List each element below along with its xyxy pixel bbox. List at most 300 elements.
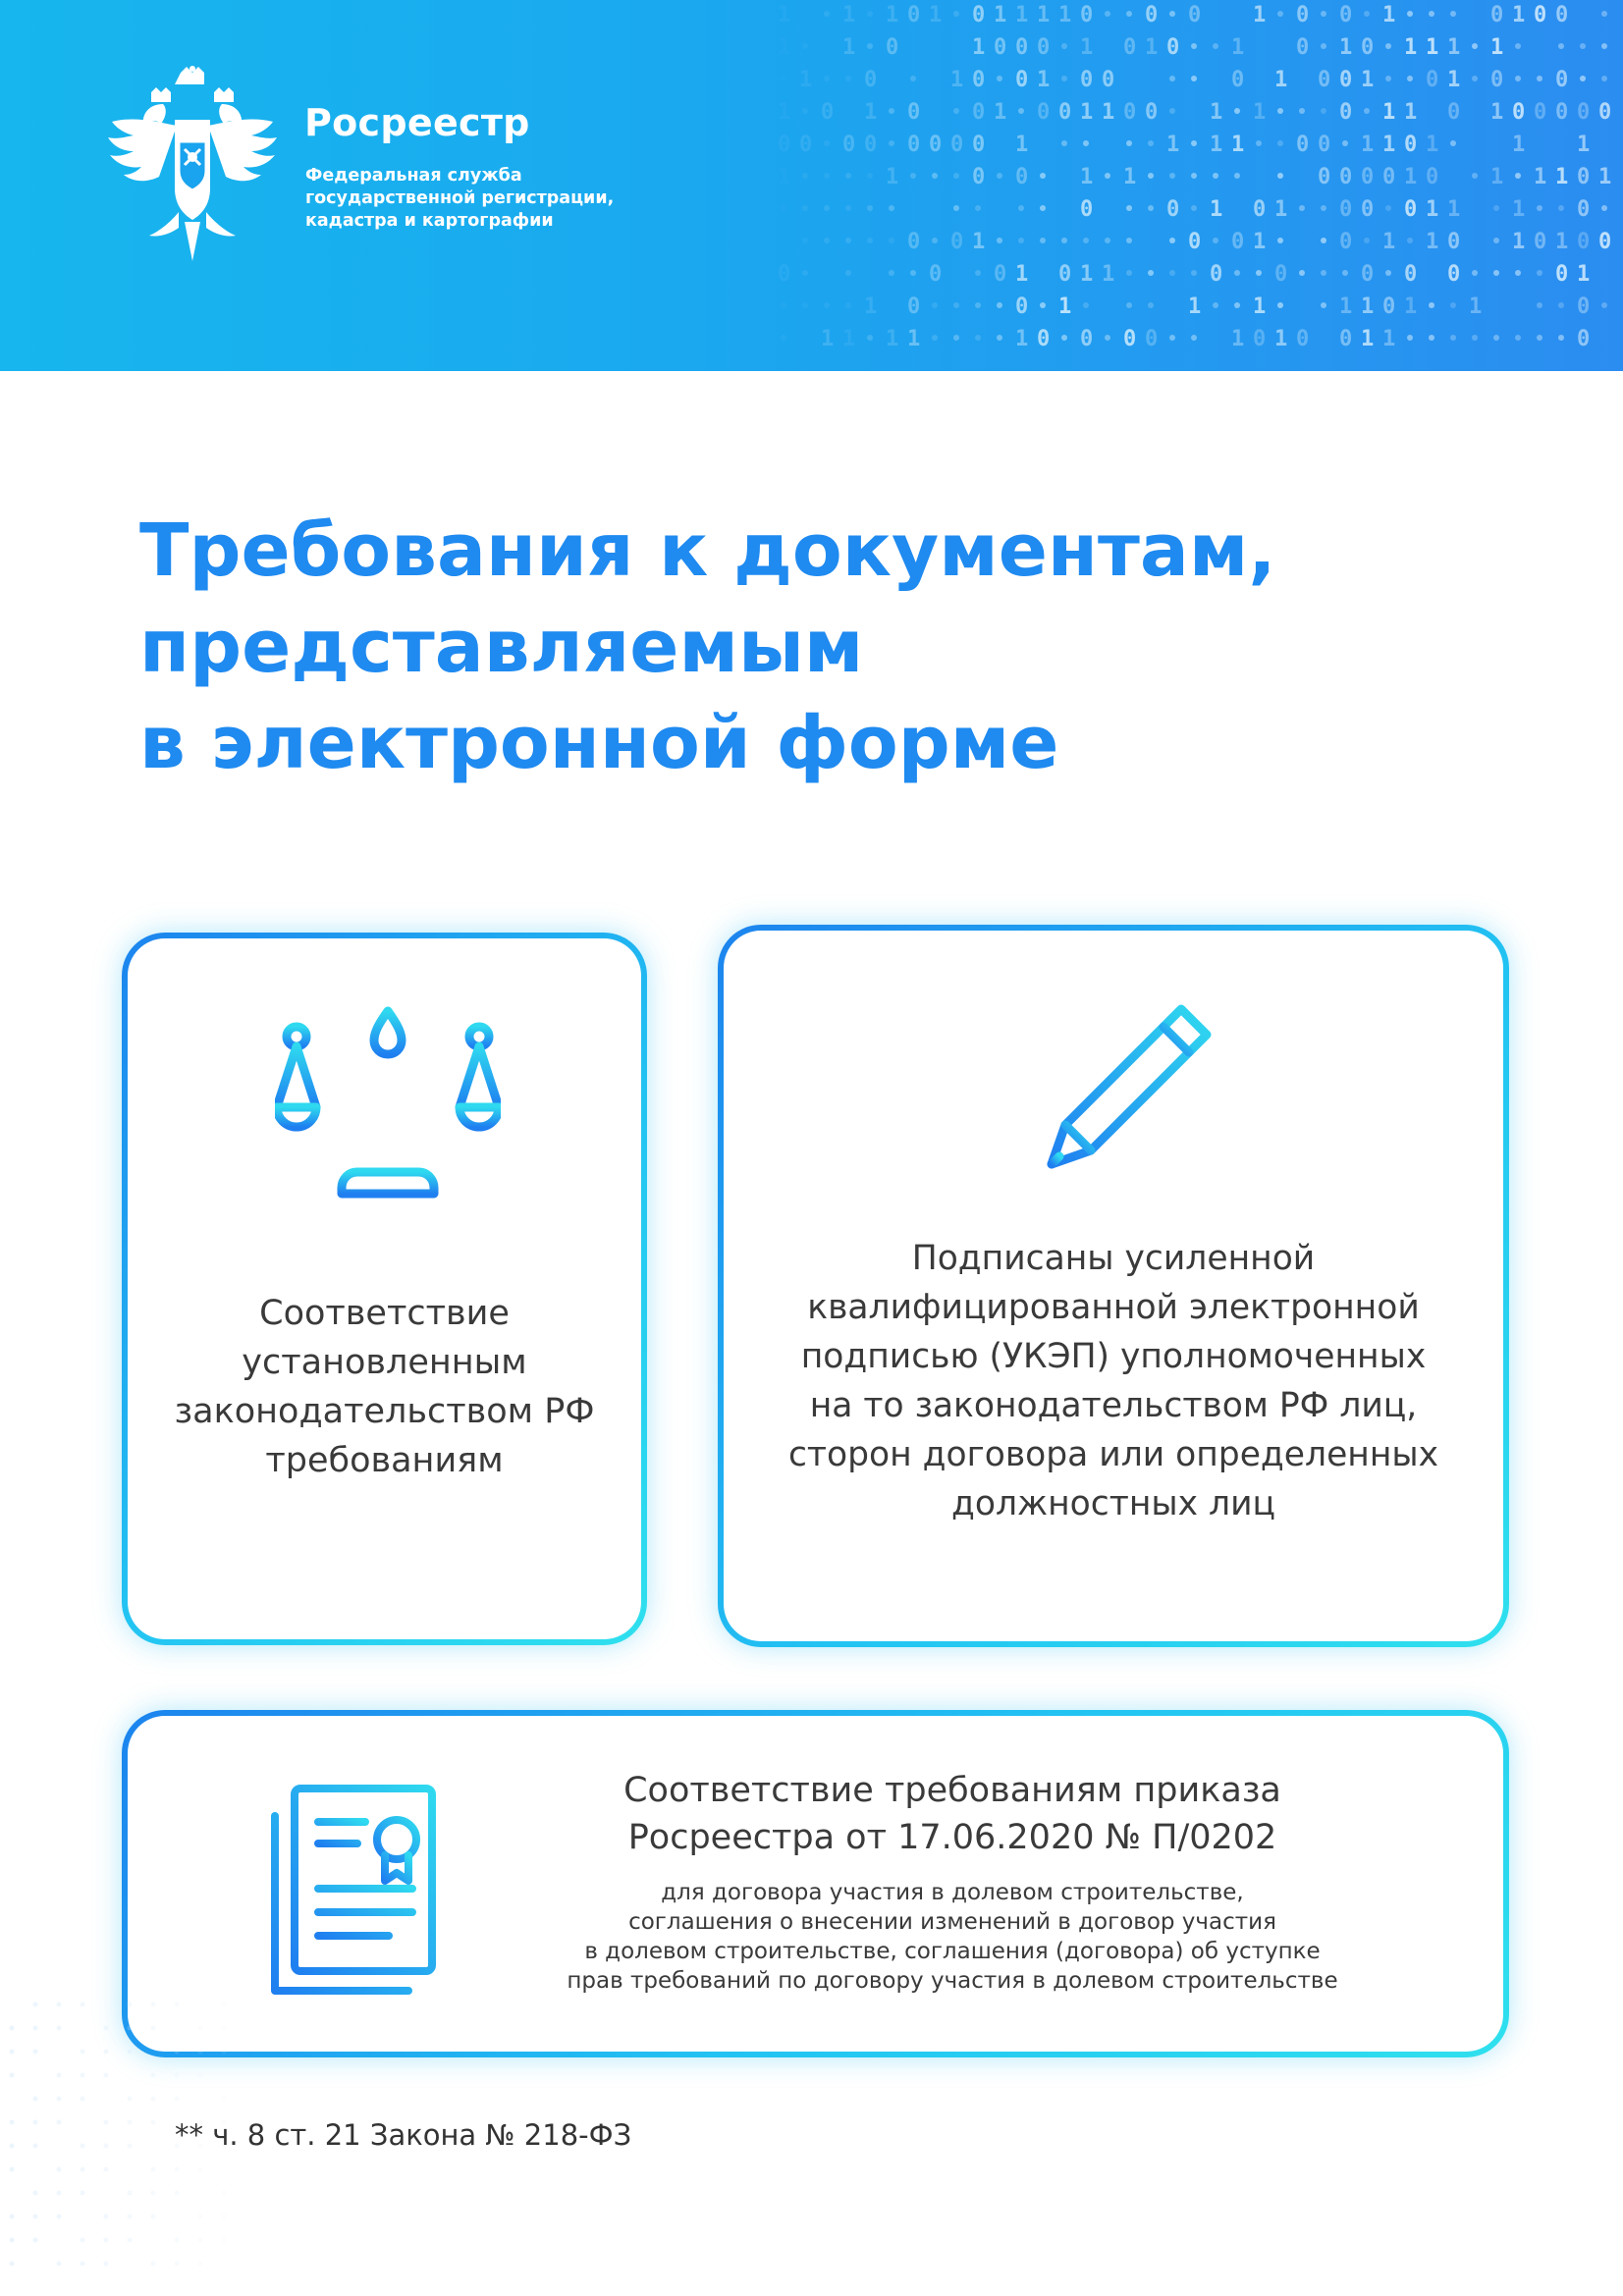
binary-digit — [778, 3, 790, 27]
binary-digit: 1 — [1037, 3, 1051, 27]
binary-dot — [867, 238, 873, 243]
binary-digit: 0 — [1166, 35, 1180, 60]
binary-digit: 1 — [842, 3, 856, 27]
binary-digit: 1 — [1231, 35, 1245, 60]
decor-dot — [33, 2191, 38, 2196]
binary-digit: 0 — [821, 100, 835, 125]
binary-dot — [1450, 11, 1456, 17]
binary-digit: 0 — [1426, 165, 1439, 189]
binary-digit: 0 — [907, 294, 921, 319]
binary-digit: 1 — [1426, 35, 1439, 60]
binary-digit — [778, 35, 790, 60]
binary-dot — [1256, 270, 1262, 276]
binary-digit: 1 — [799, 68, 813, 92]
decor-dot — [128, 2097, 133, 2102]
binary-digit: 0 — [1296, 35, 1310, 60]
decor-dot — [33, 2120, 38, 2125]
decor-dot — [81, 2191, 85, 2196]
decor-dot — [175, 2167, 180, 2172]
binary-dot — [824, 173, 830, 179]
binary-dot — [975, 335, 981, 341]
binary-digit: 1 — [864, 294, 878, 319]
decor-dot — [33, 2002, 38, 2007]
org-name: Росреестр — [304, 101, 530, 144]
binary-digit: 0 — [1080, 197, 1094, 222]
binary-dot — [781, 76, 786, 81]
decor-dot — [175, 2002, 180, 2007]
binary-dot — [1234, 173, 1240, 179]
binary-digit: 0 — [1318, 133, 1331, 157]
binary-dot — [1148, 173, 1154, 179]
binary-digit: 1 — [1080, 165, 1094, 189]
binary-digit: 1 — [1404, 294, 1418, 319]
binary-digit: 1 — [886, 327, 899, 351]
binary-digit: 0 — [1015, 294, 1029, 319]
binary-dot — [1493, 205, 1499, 211]
binary-dot — [1191, 140, 1197, 146]
binary-digit: 0 — [1166, 197, 1180, 222]
decor-dot — [128, 2215, 133, 2219]
binary-dot — [1040, 302, 1046, 308]
binary-dot — [802, 108, 808, 114]
binary-digit: 1 — [1512, 197, 1526, 222]
binary-dot — [802, 302, 808, 308]
binary-dot — [1321, 238, 1326, 243]
binary-dot — [1407, 11, 1413, 17]
title-line: представляемым — [139, 605, 864, 689]
binary-digit: 1 — [1015, 327, 1029, 351]
binary-dot — [1385, 205, 1391, 211]
binary-dot — [932, 238, 938, 243]
binary-dot — [1277, 108, 1283, 114]
heading-line: Соответствие требованиям приказа — [623, 1771, 1281, 1810]
binary-digit: 1 — [1382, 327, 1396, 351]
card-body — [128, 1716, 1503, 2052]
binary-digit: 0 — [1404, 262, 1418, 287]
binary-digit: 1 — [1080, 100, 1094, 125]
binary-digit: 0 — [907, 230, 921, 254]
binary-dot — [867, 11, 873, 17]
binary-digit: 1 — [1382, 230, 1396, 254]
binary-dot — [1537, 76, 1542, 81]
binary-dot — [1126, 302, 1132, 308]
binary-digit: 0 — [1080, 327, 1094, 351]
decor-dot — [128, 2144, 133, 2149]
binary-dot — [932, 335, 938, 341]
binary-dot — [1407, 76, 1413, 81]
binary-dot — [1537, 335, 1542, 341]
binary-digit: 0 — [1404, 133, 1418, 157]
decor-dot — [128, 2191, 133, 2196]
binary-dot — [1450, 335, 1456, 341]
binary-digit: 0 — [950, 230, 964, 254]
binary-digit: 1 — [1123, 165, 1137, 189]
decor-dot — [198, 2050, 203, 2055]
binary-digit: 0 — [1555, 262, 1569, 287]
binary-dot — [1191, 205, 1197, 211]
binary-dot — [975, 270, 981, 276]
decor-dot — [33, 2215, 38, 2219]
binary-digit: 1 — [1274, 197, 1288, 222]
binary-dot — [1061, 140, 1067, 146]
binary-digit: 1 — [1361, 68, 1375, 92]
decor-dot — [175, 2073, 180, 2078]
binary-dot — [975, 205, 981, 211]
binary-digit: 0 — [972, 3, 986, 27]
decor-dot — [10, 2026, 15, 2031]
binary-digit: 0 — [1123, 100, 1137, 125]
binary-dot — [1148, 205, 1154, 211]
binary-dot — [1040, 173, 1046, 179]
binary-dot — [1558, 43, 1564, 49]
decor-dot — [198, 2238, 203, 2243]
binary-dot — [781, 205, 786, 211]
binary-digit: 0 — [1080, 68, 1094, 92]
binary-dot — [1558, 335, 1564, 341]
decor-dot — [10, 2215, 15, 2219]
decor-dot — [81, 2097, 85, 2102]
binary-dot — [1472, 270, 1478, 276]
binary-digit: 0 — [1037, 100, 1051, 125]
binary-dot — [1126, 270, 1132, 276]
binary-dot — [1018, 108, 1024, 114]
binary-dot — [953, 173, 959, 179]
binary-digit: 0 — [1447, 262, 1461, 287]
binary-dot — [1450, 302, 1456, 308]
decor-dot — [198, 2262, 203, 2267]
binary-dot — [1342, 270, 1348, 276]
binary-dot — [1493, 335, 1499, 341]
binary-dot — [1191, 270, 1197, 276]
decor-dot — [104, 2238, 109, 2243]
binary-digit: 1 — [842, 327, 856, 351]
decor-dot — [128, 2026, 133, 2031]
binary-digit: 1 — [1426, 133, 1439, 157]
binary-digit: 1 — [886, 3, 899, 27]
binary-dot — [997, 302, 1002, 308]
binary-dot — [1126, 205, 1132, 211]
requirement-card-order — [122, 1710, 1509, 2057]
decor-dot — [81, 2073, 85, 2078]
binary-dot — [1126, 11, 1132, 17]
decor-dot — [175, 2050, 180, 2055]
binary-dot — [932, 302, 938, 308]
decor-dot — [198, 2167, 203, 2172]
binary-digit: 0 — [1339, 100, 1353, 125]
binary-dot — [1083, 238, 1089, 243]
binary-digit: 0 — [1555, 68, 1569, 92]
binary-digit: 1 — [1253, 230, 1267, 254]
binary-digit: 0 — [1145, 327, 1159, 351]
binary-digit: 0 — [1339, 165, 1353, 189]
binary-digit: 0 — [778, 133, 791, 157]
binary-dot — [889, 238, 894, 243]
binary-digit: 0 — [1577, 327, 1591, 351]
decor-dot — [33, 2026, 38, 2031]
binary-digit: 0 — [907, 3, 921, 27]
order-requirement-detail — [481, 1878, 1424, 1996]
binary-digit: 0 — [1447, 230, 1461, 254]
binary-digit: 0 — [1490, 68, 1504, 92]
card-text-line: установленным — [242, 1343, 527, 1382]
binary-dot — [997, 173, 1002, 179]
binary-dot — [1105, 335, 1110, 341]
binary-digit: 0 — [1318, 68, 1331, 92]
binary-digit: 0 — [1318, 165, 1331, 189]
card-body — [128, 938, 641, 1639]
detail-line: соглашения о внесении изменений в договор участия — [628, 1909, 1276, 1935]
binary-digit: 1 — [1015, 133, 1029, 157]
binary-digit: 1 — [1188, 294, 1202, 319]
binary-dot — [1472, 76, 1478, 81]
card-text-line: на то законодательством РФ лиц, — [809, 1386, 1418, 1425]
binary-digit: 1 — [1577, 133, 1591, 157]
page-title — [139, 503, 1318, 791]
binary-digit: 0 — [1145, 100, 1159, 125]
header-banner — [0, 0, 1623, 371]
org-subtitle-line: государственной регистрации, — [305, 188, 615, 208]
binary-digit: 0 — [1210, 262, 1223, 287]
binary-digit: 0 — [1123, 35, 1137, 60]
binary-dot — [1234, 302, 1240, 308]
binary-dot — [1105, 11, 1110, 17]
binary-digit: 1 — [1037, 68, 1051, 92]
binary-digit: 0 — [972, 133, 986, 157]
binary-dot — [824, 302, 830, 308]
binary-digit: 1 — [842, 35, 856, 60]
binary-dot — [1191, 335, 1197, 341]
binary-digit: 1 — [1274, 68, 1288, 92]
binary-dot — [1493, 270, 1499, 276]
binary-dot — [1169, 108, 1175, 114]
binary-dot — [1234, 270, 1240, 276]
binary-dot — [1040, 238, 1046, 243]
binary-digit: 1 — [1555, 165, 1569, 189]
decor-dot — [198, 2215, 203, 2219]
binary-dot — [867, 173, 873, 179]
binary-digit: 1 — [1404, 165, 1418, 189]
binary-dot — [1277, 140, 1283, 146]
binary-dot — [1299, 270, 1305, 276]
decor-dot — [33, 2050, 38, 2055]
decor-dot — [128, 2120, 133, 2125]
binary-dot — [1277, 11, 1283, 17]
decor-dot — [222, 2050, 227, 2055]
decor-dot — [128, 2238, 133, 2243]
binary-digit: 1 — [1512, 133, 1526, 157]
decor-dot — [81, 2050, 85, 2055]
binary-digit: 1 — [1210, 197, 1223, 222]
binary-dot — [1191, 43, 1197, 49]
binary-dot — [932, 173, 938, 179]
binary-digit: 0 — [1577, 197, 1591, 222]
card-text-line: требованиям — [265, 1441, 504, 1480]
decor-dot — [57, 2215, 62, 2219]
decor-dot — [57, 2073, 62, 2078]
binary-digit: 1 — [1382, 100, 1396, 125]
binary-dot — [1407, 238, 1413, 243]
binary-dot — [824, 238, 830, 243]
binary-dot — [802, 238, 808, 243]
binary-dot — [1364, 238, 1370, 243]
binary-digit: 1 — [1598, 165, 1612, 189]
card-text-line: квалифицированной электронной — [807, 1288, 1420, 1327]
binary-dot — [1148, 302, 1154, 308]
binary-dot — [997, 238, 1002, 243]
binary-dot — [1601, 205, 1607, 211]
binary-digit: 0 — [1296, 133, 1310, 157]
binary-digit: 1 — [1426, 197, 1439, 222]
binary-digit: 1 — [972, 230, 986, 254]
card-text-line: подписью (УКЭП) уполномоченных — [800, 1337, 1427, 1376]
binary-digit: 0 — [1534, 230, 1547, 254]
org-subtitle-line: кадастра и картографии — [305, 211, 554, 231]
binary-digit: 0 — [1598, 100, 1612, 125]
binary-digit: 0 — [1339, 68, 1353, 92]
binary-dot — [1126, 238, 1132, 243]
binary-digit: 0 — [994, 262, 1007, 287]
binary-dot — [824, 76, 830, 81]
decor-dot — [151, 2191, 156, 2196]
binary-digit: 1 — [1058, 294, 1072, 319]
decor-dot — [151, 2215, 156, 2219]
binary-dot — [1580, 43, 1586, 49]
binary-digit: 0 — [1058, 100, 1072, 125]
binary-dot — [889, 205, 894, 211]
card-text — [724, 1234, 1503, 1528]
binary-digit: 0 — [1555, 100, 1569, 125]
binary-digit: 1 — [1555, 230, 1569, 254]
binary-dot — [997, 76, 1002, 81]
binary-digit: 1 — [1102, 100, 1115, 125]
binary-digit: 0 — [1145, 3, 1159, 27]
binary-dot — [824, 205, 830, 211]
binary-dot — [1515, 335, 1521, 341]
binary-digit: 1 — [1339, 35, 1353, 60]
card-text-line: Соответствие — [259, 1294, 510, 1333]
binary-dot — [845, 76, 851, 81]
binary-digit: 0 — [1188, 3, 1202, 27]
binary-digit: 1 — [994, 100, 1007, 125]
decor-dot — [33, 2144, 38, 2149]
binary-dot — [910, 76, 916, 81]
binary-digit: 1 — [1447, 197, 1461, 222]
card-text-line: Подписаны усиленной — [911, 1239, 1316, 1278]
decor-dot — [57, 2120, 62, 2125]
binary-dot — [1277, 173, 1283, 179]
binary-dot — [1061, 43, 1067, 49]
decor-dot — [33, 2238, 38, 2243]
binary-dot — [953, 205, 959, 211]
binary-digit: 0 — [864, 68, 878, 92]
binary-dot — [802, 270, 808, 276]
binary-digit: 0 — [1102, 68, 1115, 92]
binary-dot — [975, 302, 981, 308]
org-subtitle — [305, 165, 659, 233]
binary-dot — [781, 335, 786, 341]
binary-dot — [1450, 140, 1456, 146]
binary-dot — [1429, 302, 1434, 308]
binary-digit: 0 — [799, 133, 813, 157]
binary-dot — [1256, 140, 1262, 146]
binary-dot — [1537, 270, 1542, 276]
binary-digit: 1 — [1080, 35, 1094, 60]
binary-dot — [1040, 205, 1046, 211]
binary-dot — [1213, 302, 1218, 308]
binary-digit: 1 — [1274, 327, 1288, 351]
binary-digit: 1 — [929, 3, 943, 27]
binary-digit: 1 — [1512, 3, 1526, 27]
binary-dot — [824, 11, 830, 17]
binary-dot — [802, 43, 808, 49]
binary-digit: 0 — [1534, 3, 1547, 27]
decor-dot — [57, 2002, 62, 2007]
decor-dot — [222, 2215, 227, 2219]
binary-digit: 0 — [929, 262, 943, 287]
binary-dot — [1364, 108, 1370, 114]
decor-dot — [104, 2050, 109, 2055]
decor-dot — [128, 2050, 133, 2055]
decor-dot — [151, 2097, 156, 2102]
binary-digit: 1 — [1253, 294, 1267, 319]
binary-digit: 1 — [1080, 262, 1094, 287]
binary-dot — [1515, 270, 1521, 276]
decor-dot — [198, 2073, 203, 2078]
binary-digit: 0 — [1404, 197, 1418, 222]
binary-digit: 0 — [886, 35, 899, 60]
binary-digit: 1 — [1253, 100, 1267, 125]
decor-dot — [57, 2167, 62, 2172]
binary-digit: 0 — [1339, 230, 1353, 254]
binary-digit: 0 — [1361, 165, 1375, 189]
binary-dot — [824, 140, 830, 146]
pen-icon — [1034, 999, 1230, 1196]
binary-dot — [1169, 11, 1175, 17]
requirement-card-legislation — [122, 933, 647, 1645]
binary-dot — [1061, 238, 1067, 243]
order-requirement-heading — [540, 1767, 1365, 1861]
binary-digit: 0 — [907, 133, 921, 157]
binary-dot — [1364, 11, 1370, 17]
footnote: ** ч. 8 ст. 21 Закона № 218-ФЗ — [175, 2118, 632, 2152]
detail-line: для договора участия в долевом строительстве, — [661, 1880, 1244, 1905]
binary-digit: 1 — [1145, 35, 1159, 60]
binary-pattern — [746, 0, 1623, 371]
decor-dot — [104, 2167, 109, 2172]
binary-digit: 1 — [1231, 327, 1245, 351]
decor-dot — [10, 2167, 15, 2172]
binary-dot — [1515, 76, 1521, 81]
binary-digit: 0 — [972, 68, 986, 92]
binary-digit: 0 — [1253, 327, 1267, 351]
binary-dot — [1472, 43, 1478, 49]
decor-dot — [104, 2262, 109, 2267]
binary-dot — [1213, 43, 1218, 49]
binary-digit: 1 — [1361, 133, 1375, 157]
title-line: Требования к документам, — [139, 508, 1276, 593]
binary-dot — [1342, 140, 1348, 146]
binary-dot — [1018, 238, 1024, 243]
binary-digit — [778, 165, 790, 189]
title-line: в электронной форме — [139, 701, 1059, 785]
binary-dot — [1126, 140, 1132, 146]
decor-dot — [10, 2120, 15, 2125]
binary-dot — [1321, 270, 1326, 276]
binary-dot — [1018, 205, 1024, 211]
binary-dot — [953, 108, 959, 114]
binary-dot — [867, 335, 873, 341]
binary-digit: 1 — [907, 327, 921, 351]
